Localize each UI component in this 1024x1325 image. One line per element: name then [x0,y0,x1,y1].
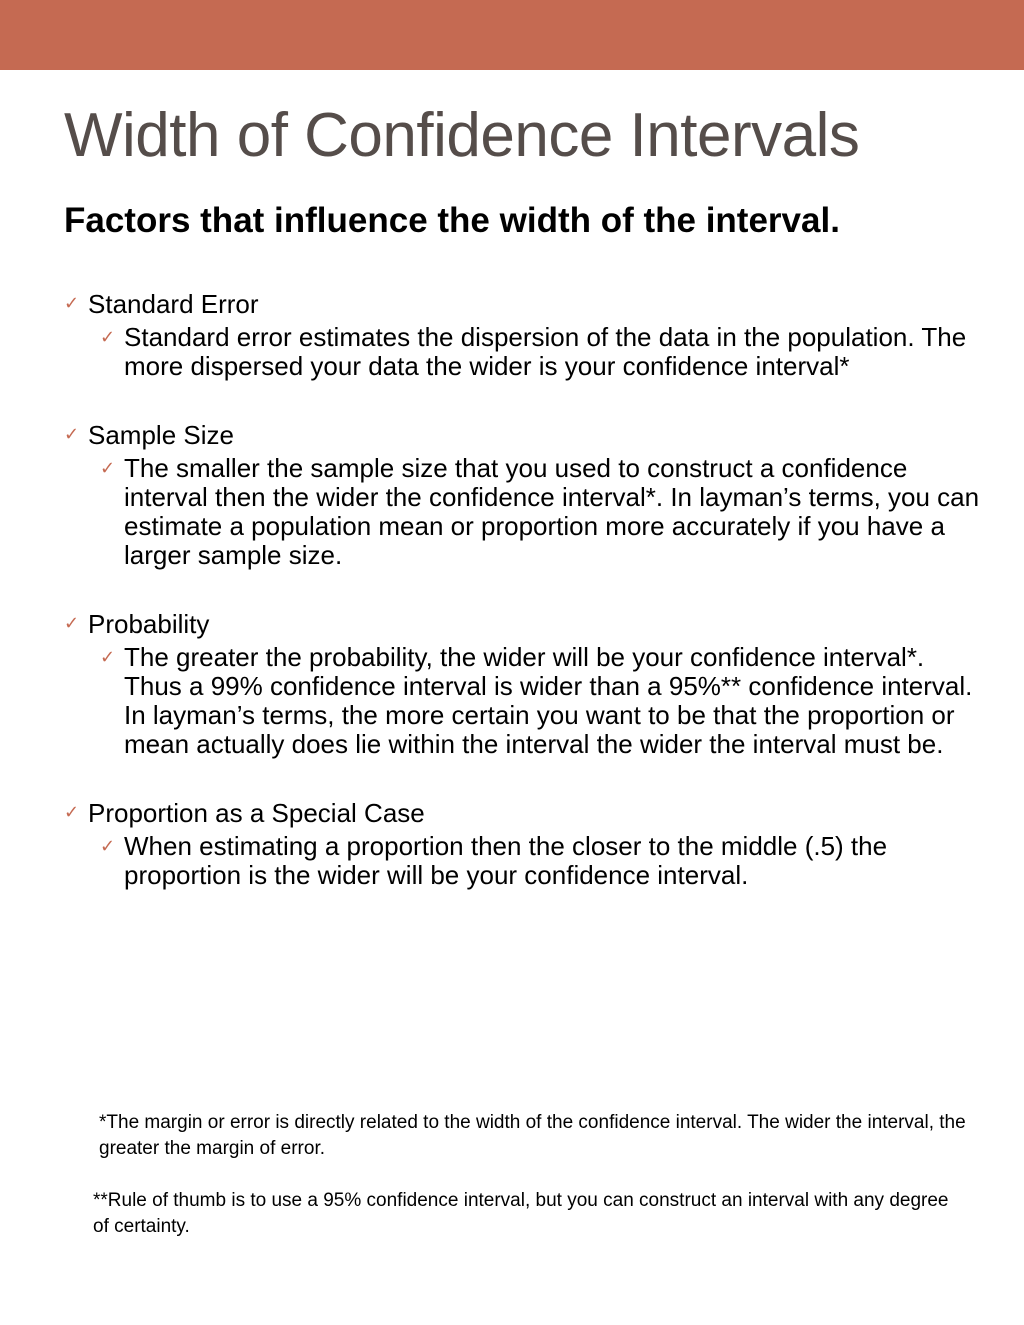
checkmark-icon: ✓ [100,836,116,857]
factor-detail-list [64,454,984,570]
factor-list [64,287,984,927]
factor-heading [64,796,984,830]
checkmark-icon: ✓ [100,327,116,348]
footnote-margin-of-error: *The margin or error is directly related to the width of the confidence interval. The wider the interval, the greater the margin of error. [99,1112,966,1159]
header-band [0,0,1024,70]
slide-subtitle: Factors that influence the width of the interval. [64,201,840,240]
factor-item-probability [64,607,984,759]
checkmark-icon: ✓ [64,424,80,445]
slide-title: Width of Confidence Intervals [64,101,860,170]
checkmark-icon: ✓ [100,647,116,668]
factor-label: Proportion as a Special Case [88,798,425,828]
factor-item-sample-size [64,418,984,570]
factor-detail [64,454,984,570]
factor-detail-text: The greater the probability, the wider will be your confidence interval*. Thus a 99% confidence interval is wider than a 95%** confidence interval. In layman’s terms, the more certain you want to be that the proportion or mean actually does lie within the interval the wider the interval must be. [124,642,973,759]
factor-item-proportion [64,796,984,890]
factor-detail-list [64,832,984,890]
checkmark-icon: ✓ [64,613,80,634]
factor-heading [64,607,984,641]
factor-label: Standard Error [88,289,259,319]
checkmark-icon: ✓ [100,458,116,479]
factor-label: Sample Size [88,420,234,450]
factor-item-standard-error [64,287,984,381]
factor-heading [64,287,984,321]
factor-detail-list [64,323,984,381]
factor-detail [64,643,984,759]
checkmark-icon: ✓ [64,293,80,314]
factor-label: Probability [88,609,210,639]
factor-detail [64,832,984,890]
factor-detail-text: When estimating a proportion then the closer to the middle (.5) the proportion is the wider will be your confidence interval. [124,831,888,890]
checkmark-icon: ✓ [64,802,80,823]
factor-heading [64,418,984,452]
factor-detail-text: The smaller the sample size that you used to construct a confidence interval then the wider the confidence interval*. In layman’s terms, you can estimate a population mean or proportion more accurately if you have a larger sample size. [124,453,980,570]
footnote-rule-of-thumb: **Rule of thumb is to use a 95% confidence interval, but you can construct an interval with any degree of certainty. [93,1190,949,1237]
factor-detail-list [64,643,984,759]
factor-detail [64,323,984,381]
factor-detail-text: Standard error estimates the dispersion of the data in the population. The more dispersed your data the wider is your confidence interval* [124,322,967,381]
